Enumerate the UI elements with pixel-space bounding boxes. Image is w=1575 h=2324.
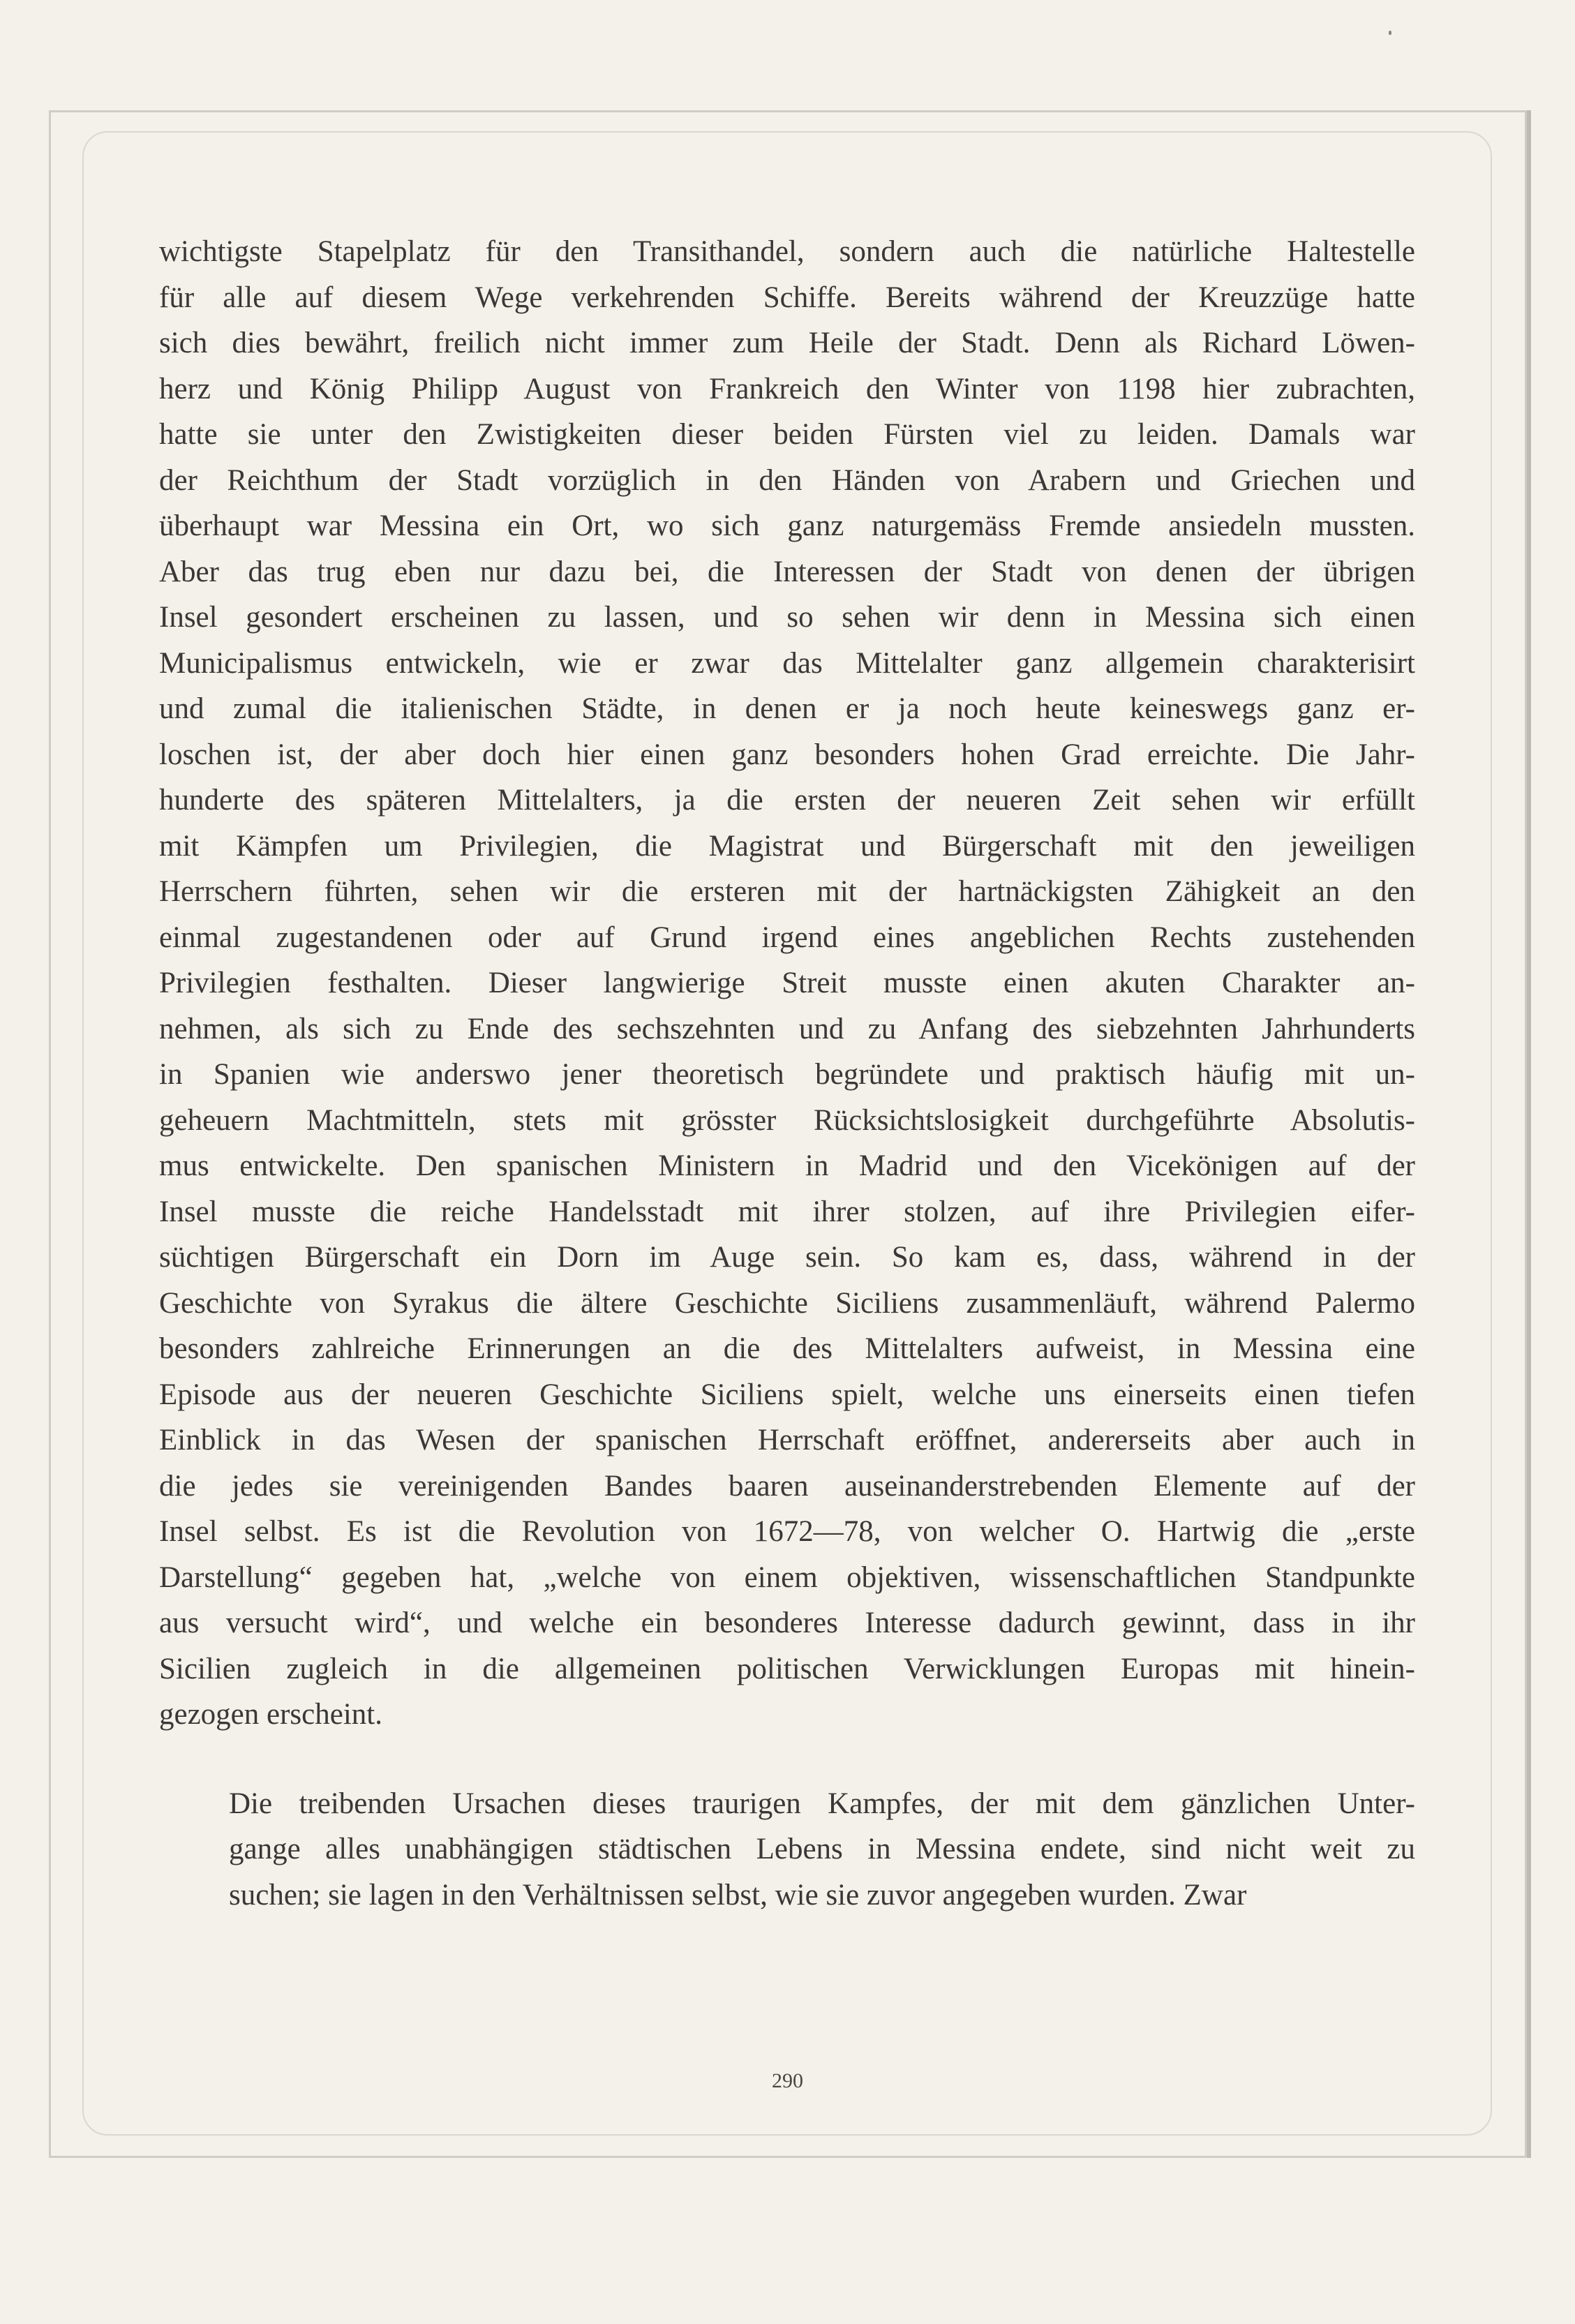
text-line: gange alles unabhängigen städtischen Lebens in Messina endete, sind nicht weit zu	[229, 1833, 1415, 1865]
text-line: Aber das trug eben nur dazu bei, die Interessen der Stadt von denen der übrigen	[159, 555, 1415, 588]
text-line: herz und König Philipp August von Frankreich den Winter von 1198 hier zubrachten,	[159, 372, 1415, 405]
text-line: gezogen erscheint.	[159, 1698, 382, 1731]
text-line: loschen ist, der aber doch hier einen ganz besonders hohen Grad erreichte. Die Jahr-	[159, 738, 1415, 771]
text-line: überhaupt war Messina ein Ort, wo sich ganz naturgemäss Fremde ansiedeln mussten.	[159, 509, 1415, 542]
paper-speck	[1389, 31, 1391, 35]
text-line: wichtigste Stapelplatz für den Transithandel, sondern auch die natürliche Haltestelle	[159, 235, 1415, 268]
paragraph-2	[159, 1781, 1415, 1919]
text-line: Darstellung“ gegeben hat, „welche von einem objektiven, wissenschaftlichen Standpunkte	[159, 1560, 1415, 1594]
text-line: und zumal die italienischen Städte, in denen er ja noch heute keineswegs ganz er-	[159, 692, 1415, 725]
page-frame-shadow	[1527, 110, 1531, 2158]
text-line: besonders zahlreiche Erinnerungen an die des Mittelalters aufweist, in Messina eine	[159, 1332, 1415, 1365]
text-line: suchen; sie lagen in den Verhältnissen selbst, wie sie zuvor angegeben wurden. Zwar	[229, 1878, 1247, 1912]
text-line: Geschichte von Syrakus die ältere Geschichte Siciliens zusammenläuft, während Palermo	[159, 1286, 1415, 1320]
text-line: sich dies bewährt, freilich nicht immer zum Heile der Stadt. Denn als Richard Löwen-	[159, 327, 1415, 359]
text-line: für alle auf diesem Wege verkehrenden Schiffe. Bereits während der Kreuzzüge hatte	[159, 281, 1415, 314]
text-line: süchtigen Bürgerschaft ein Dorn im Auge sein. So kam es, dass, während in der	[159, 1241, 1415, 1274]
body-text	[159, 229, 1415, 1918]
text-line: Herrschern führten, sehen wir die ersteren mit der hartnäckigsten Zähigkeit an den	[159, 875, 1415, 908]
text-line: Insel gesondert erscheinen zu lassen, und so sehen wir denn in Messina sich einen	[159, 601, 1415, 634]
text-line: nehmen, als sich zu Ende des sechszehnten und zu Anfang des siebzehnten Jahrhunderts	[159, 1012, 1415, 1045]
text-line: Episode aus der neueren Geschichte Siciliens spielt, welche uns einerseits einen tiefen	[159, 1378, 1415, 1411]
text-line: Municipalismus entwickeln, wie er zwar das Mittelalter ganz allgemein charakterisirt	[159, 646, 1415, 680]
page-number: 290	[772, 2069, 803, 2092]
text-line: mus entwickelte. Den spanischen Ministern in Madrid und den Vicekönigen auf der	[159, 1149, 1415, 1182]
text-line: Sicilien zugleich in die allgemeinen politischen Verwicklungen Europas mit hinein-	[159, 1652, 1415, 1685]
text-line: aus versucht wird“, und welche ein besonderes Interesse dadurch gewinnt, dass in ihr	[159, 1607, 1415, 1639]
text-line: hatte sie unter den Zwistigkeiten dieser beiden Fürsten viel zu leiden. Damals war	[159, 418, 1415, 451]
paragraph-1	[159, 229, 1415, 1738]
text-line: einmal zugestandenen oder auf Grund irgend eines angeblichen Rechts zustehenden	[159, 921, 1415, 954]
text-line: Privilegien festhalten. Dieser langwierige Streit musste einen akuten Charakter an-	[159, 967, 1415, 999]
text-line: geheuern Machtmitteln, stets mit grösster Rücksichtslosigkeit durchgeführte Absolutis-	[159, 1103, 1415, 1137]
text-line: der Reichthum der Stadt vorzüglich in den Händen von Arabern und Griechen und	[159, 463, 1415, 497]
text-line: die jedes sie vereinigenden Bandes baaren auseinanderstrebenden Elemente auf der	[159, 1469, 1415, 1503]
text-line: Insel selbst. Es ist die Revolution von 1672—78, von welcher O. Hartwig die „erste	[159, 1515, 1415, 1548]
text-line: Einblick in das Wesen der spanischen Herrschaft eröffnet, andererseits aber auch in	[159, 1424, 1415, 1457]
text-line: mit Kämpfen um Privilegien, die Magistrat und Bürgerschaft mit den jeweiligen	[159, 829, 1415, 863]
text-line: Insel musste die reiche Handelsstadt mit ihrer stolzen, auf ihre Privilegien eifer-	[159, 1195, 1415, 1228]
text-line: Die treibenden Ursachen dieses traurigen Kampfes, der mit dem gänzlichen Unter-	[229, 1787, 1415, 1820]
text-line: hunderte des späteren Mittelalters, ja die ersten der neueren Zeit sehen wir erfüllt	[159, 784, 1415, 817]
text-line: in Spanien wie anderswo jener theoretisch begründete und praktisch häufig mit un-	[159, 1058, 1415, 1091]
